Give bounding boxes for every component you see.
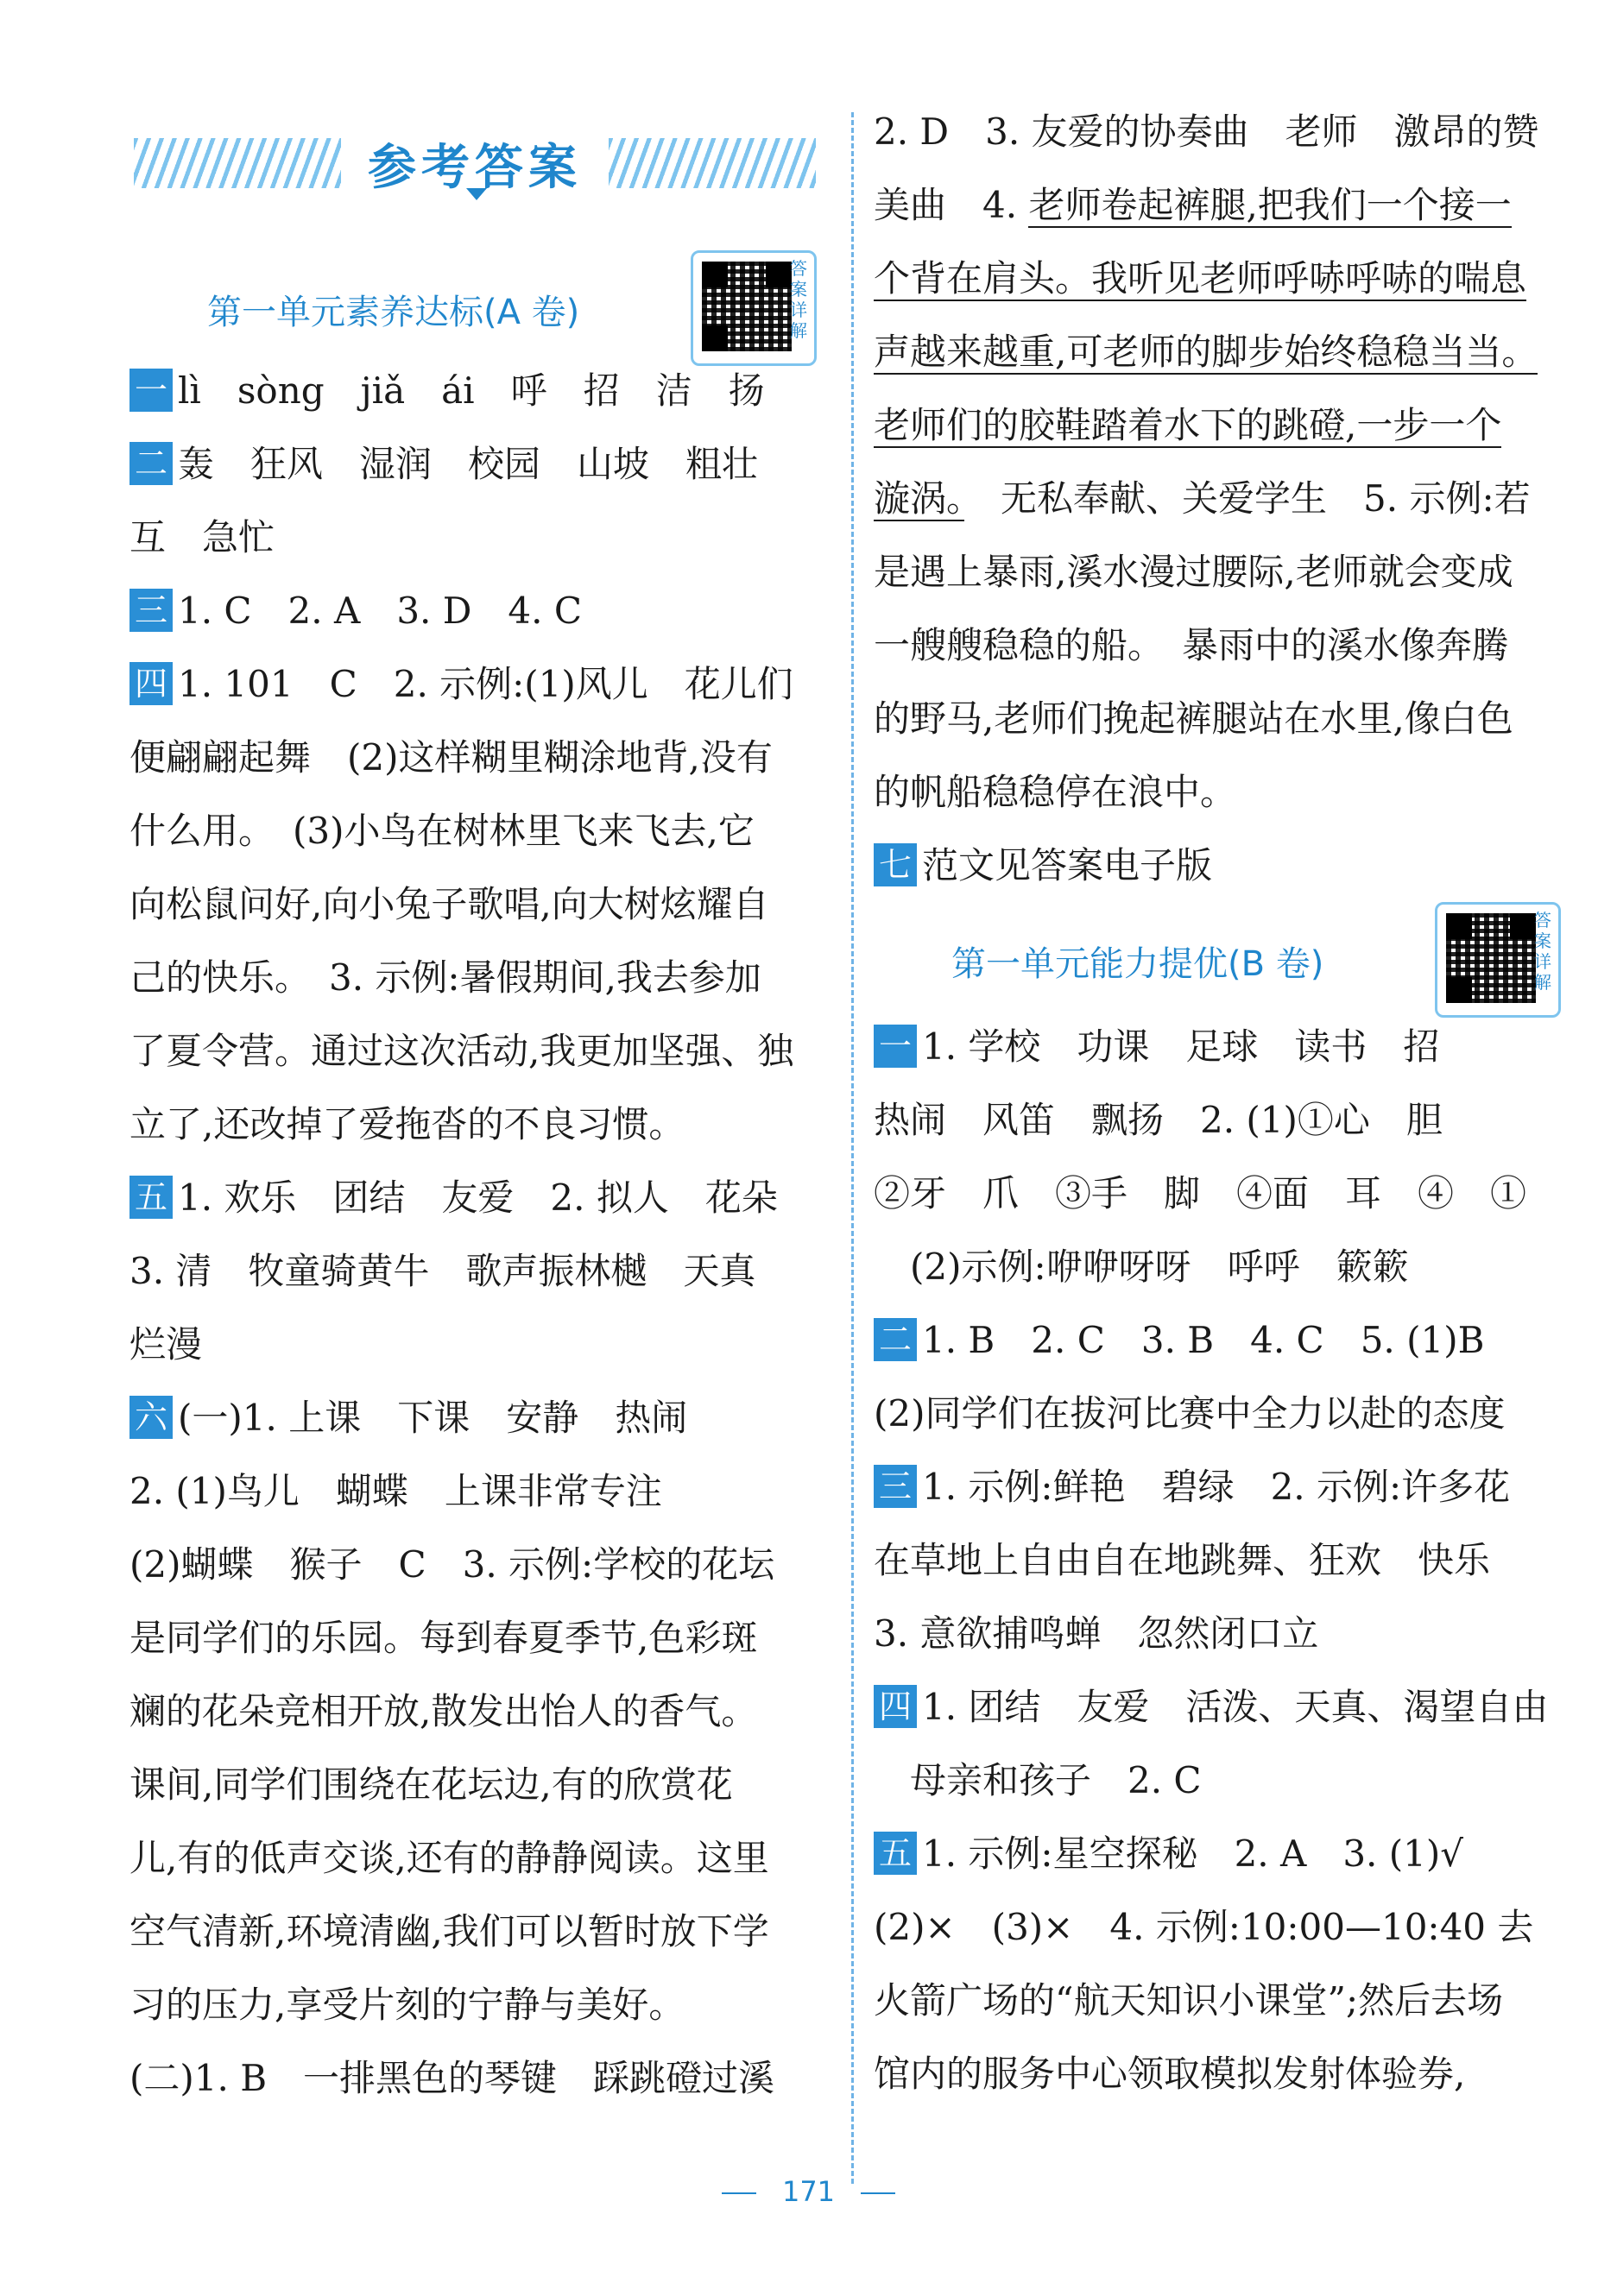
answer-text: 什么用。 (3)小鸟在树林里飞来飞去,它 — [129, 810, 755, 852]
answer-line — [874, 462, 1582, 535]
answer-line — [129, 647, 837, 721]
answer-line — [874, 1303, 1582, 1377]
answer-text: 是遇上暴雨,溪水漫过腰际,老师就会变成 — [874, 551, 1513, 593]
answer-line — [129, 1454, 837, 1528]
answer-line — [874, 1157, 1582, 1230]
answer-text: 习的压力,享受片刻的宁静与美好。 — [129, 1984, 685, 2026]
answer-text: 热闹 风笛 飘扬 2. (1)①心 胆 — [874, 1099, 1443, 1141]
answer-text: 馆内的服务中心领取模拟发射体验券, — [874, 2053, 1466, 2095]
answer-line — [874, 682, 1582, 755]
answer-line — [874, 1597, 1582, 1670]
question-number-badge: 二 — [874, 1318, 917, 1361]
left-column — [129, 250, 837, 2115]
answer-text: ②牙 爪 ③手 脚 ④面 耳 ④ ① — [874, 1172, 1527, 1214]
section-b-title: 第一单元能力提优(B 卷) — [951, 944, 1324, 984]
underlined-text: 个背在肩头。我听见老师呼哧呼哧的喘息 — [874, 257, 1527, 300]
answer-text: 儿,有的低声交谈,还有的静静阅读。这里 — [129, 1837, 769, 1879]
question-number-badge: 五 — [129, 1176, 173, 1219]
qr-code-a[interactable] — [691, 250, 817, 366]
answer-line — [129, 794, 837, 867]
answer-line — [874, 1450, 1582, 1523]
page-title: 参考答案 — [368, 139, 582, 196]
qr-code-icon — [1446, 913, 1536, 1003]
answer-text: 斓的花朵竞相开放,散发出怡人的香气。 — [129, 1690, 758, 1732]
answer-line — [129, 1748, 837, 1821]
answer-text: (一)1. 上课 下课 安静 热闹 — [178, 1397, 688, 1439]
answer-line — [874, 1890, 1582, 1964]
banner-arrow-icon — [466, 188, 487, 200]
underlined-text: 老师们的胶鞋踏着水下的跳磴,一步一个 — [874, 404, 1502, 446]
answer-line — [874, 315, 1582, 388]
question-number-badge: 二 — [129, 442, 173, 485]
answer-text: 1. B 2. C 3. B 4. C 5. (1)B — [922, 1319, 1485, 1361]
answer-text: 的帆船稳稳停在浪中。 — [874, 771, 1237, 813]
page-number: 171 — [781, 2175, 836, 2208]
answer-text: 2. D 3. 友爱的协奏曲 老师 激昂的赞 — [874, 110, 1539, 153]
question-number-badge: 三 — [874, 1465, 917, 1508]
answer-line — [129, 721, 837, 794]
answer-line — [874, 829, 1582, 902]
answer-line — [129, 1381, 837, 1454]
answer-text: 1. C 2. A 3. D 4. C — [178, 590, 582, 632]
qr-code-b[interactable] — [1435, 902, 1561, 1018]
answer-line — [129, 1014, 837, 1088]
answer-text: 课间,同学们围绕在花坛边,有的欣赏花 — [129, 1763, 733, 1806]
answer-text: 轰 狂风 湿润 校园 山坡 粗壮 — [178, 443, 759, 485]
question-number-badge: 四 — [129, 662, 173, 705]
column-divider — [851, 112, 854, 2184]
question-number-badge: 五 — [874, 1832, 917, 1875]
banner-stripes-left — [134, 138, 341, 188]
answer-text: 是同学们的乐园。每到春夏季节,色彩斑 — [129, 1617, 758, 1659]
question-number-badge: 一 — [874, 1025, 917, 1068]
answer-text: lì sòng jiǎ ái 呼 招 洁 扬 — [178, 369, 765, 412]
answer-line — [129, 1675, 837, 1748]
answer-line — [129, 2041, 837, 2115]
answer-text: 己的快乐。 3. 示例:暑假期间,我去参加 — [129, 956, 761, 999]
answer-line — [129, 501, 837, 574]
answer-banner — [129, 129, 820, 207]
answer-text: (二)1. B 一排黑色的琴键 踩跳磴过溪 — [129, 2057, 775, 2099]
answer-text: (2)同学们在拔河比赛中全力以赴的态度 — [874, 1392, 1506, 1435]
answer-text: 立了,还改掉了爱拖沓的不良习惯。 — [129, 1103, 685, 1145]
answer-text: 范文见答案电子版 — [922, 844, 1213, 886]
answer-line — [874, 1964, 1582, 2037]
qr-label: 答案详解 — [1534, 910, 1551, 993]
section-b-body — [874, 1010, 1582, 2110]
qr-code-icon — [702, 262, 792, 351]
question-number-badge: 四 — [874, 1685, 917, 1728]
answer-line — [129, 1528, 837, 1601]
answer-text: 1. 学校 功课 足球 读书 招 — [922, 1025, 1440, 1068]
question-number-badge: 三 — [129, 589, 173, 632]
answer-line — [874, 2037, 1582, 2110]
banner-stripes-right — [609, 138, 816, 188]
answer-text: 3. 意欲捕鸣蝉 忽然闭口立 — [874, 1612, 1319, 1655]
page-number-footer — [0, 2175, 1617, 2208]
answer-line — [129, 427, 837, 501]
answer-line — [874, 609, 1582, 682]
answer-text: 空气清新,环境清幽,我们可以暂时放下学 — [129, 1910, 769, 1952]
answer-line — [129, 867, 837, 941]
underlined-text: 漩涡。 — [874, 477, 965, 520]
answer-text: 1. 欢乐 团结 友爱 2. 拟人 花朵 — [178, 1176, 778, 1219]
answer-line — [874, 755, 1582, 829]
answer-text: 1. 示例:星空探秘 2. A 3. (1)√ — [922, 1832, 1464, 1875]
qr-label: 答案详解 — [790, 258, 807, 341]
answer-line — [874, 242, 1582, 315]
answer-line — [874, 168, 1582, 242]
answer-line — [874, 1230, 1582, 1303]
answer-line — [129, 1088, 837, 1161]
right-column — [874, 95, 1582, 2110]
answer-line — [874, 388, 1582, 462]
answer-text: 1. 示例:鲜艳 碧绿 2. 示例:许多花 — [922, 1466, 1511, 1508]
section-a-body — [129, 354, 837, 2115]
answer-text: 一艘艘稳稳的船。 暴雨中的溪水像奔腾 — [874, 624, 1509, 666]
answer-line — [874, 1817, 1582, 1890]
answer-text: 1. 团结 友爱 活泼、天真、渴望自由 — [922, 1686, 1549, 1728]
answer-text: (2)蝴蝶 猴子 C 3. 示例:学校的花坛 — [129, 1543, 775, 1586]
answer-line — [874, 95, 1582, 168]
answer-text: 美曲 4. — [874, 184, 1029, 226]
answer-text: 烂漫 — [129, 1323, 203, 1366]
answer-line — [129, 1821, 837, 1895]
answer-line — [129, 1308, 837, 1381]
answer-text: 互 急忙 — [129, 516, 275, 558]
answer-line — [129, 574, 837, 647]
answer-line — [129, 1895, 837, 1968]
answer-line — [874, 1744, 1582, 1817]
answer-line — [874, 1010, 1582, 1083]
answer-line — [129, 1234, 837, 1308]
answer-text: 便翩翩起舞 (2)这样糊里糊涂地背,没有 — [129, 736, 773, 779]
answer-line — [129, 1968, 837, 2041]
answer-text: 火箭广场的“航天知识小课堂”;然后去场 — [874, 1979, 1504, 2022]
answer-line — [874, 1670, 1582, 1744]
answer-line — [129, 941, 837, 1014]
section-a-title: 第一单元素养达标(A 卷) — [207, 293, 580, 332]
answer-line — [129, 1161, 837, 1234]
answer-text: 了夏令营。通过这次活动,我更加坚强、独 — [129, 1030, 794, 1072]
answer-line — [874, 1523, 1582, 1597]
answer-line — [129, 1601, 837, 1675]
section-a-header — [129, 250, 837, 354]
question-number-badge: 六 — [129, 1396, 173, 1439]
answer-text: 2. (1)鸟儿 蝴蝶 上课非常专注 — [129, 1470, 662, 1512]
answer-line — [874, 1083, 1582, 1157]
answer-text: 向松鼠问好,向小兔子歌唱,向大树炫耀自 — [129, 883, 769, 925]
answer-text: 无私奉献、关爱学生 5. 示例:若 — [964, 477, 1531, 520]
answer-line — [874, 1377, 1582, 1450]
underlined-text: 声越来越重,可老师的脚步始终稳稳当当。 — [874, 331, 1538, 373]
question-number-badge: 七 — [874, 843, 917, 886]
underlined-text: 老师卷起裤腿,把我们一个接一 — [1028, 184, 1512, 226]
right-top-body — [874, 95, 1582, 902]
section-b-header — [874, 902, 1582, 1010]
answer-text: (2)示例:咿咿呀呀 呼呼 簌簌 — [874, 1246, 1409, 1288]
answer-text: 的野马,老师们挽起裤腿站在水里,像白色 — [874, 697, 1513, 740]
answer-text: 3. 清 牧童骑黄牛 歌声振林樾 天真 — [129, 1250, 756, 1292]
answer-text: 在草地上自由自在地跳舞、狂欢 快乐 — [874, 1539, 1491, 1581]
answer-line — [874, 535, 1582, 609]
answer-text: 1. 101 C 2. 示例:(1)风儿 花儿们 — [178, 663, 793, 705]
answer-text: (2)× (3)× 4. 示例:10:00—10:40 去 — [874, 1906, 1534, 1948]
question-number-badge: 一 — [129, 369, 173, 412]
answer-text: 母亲和孩子 2. C — [874, 1759, 1202, 1801]
